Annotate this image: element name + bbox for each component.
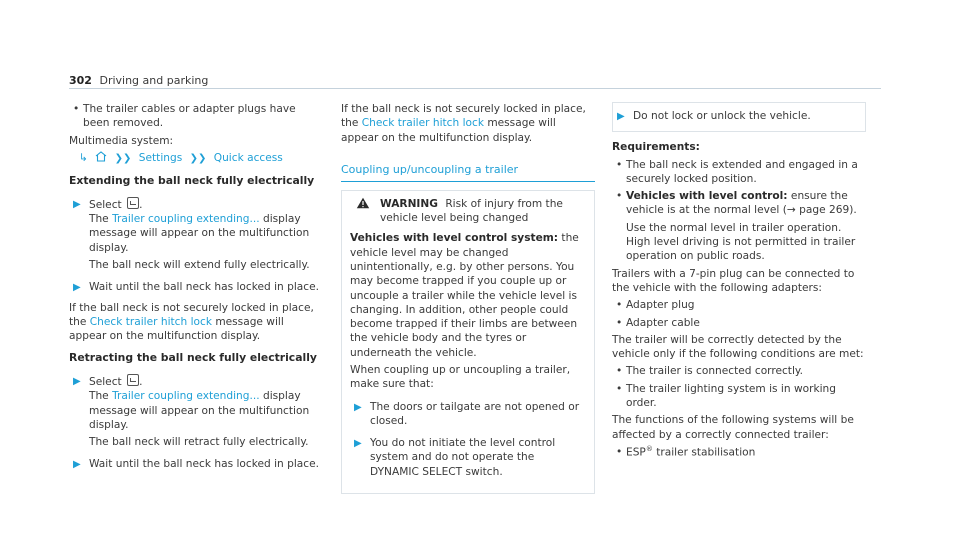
page-reference[interactable]: page 269 <box>799 204 850 217</box>
retract-heading: Retracting the ball neck fully electrically <box>69 351 317 365</box>
functions-text: The functions of the following systems will be affected by a correctly connected trailer: <box>612 414 854 441</box>
step-text: Select <box>89 198 122 211</box>
step-text: Wait until the ball neck has locked in place. <box>89 281 319 294</box>
page-ref-arrow-icon: → <box>786 204 796 217</box>
step-arrow-icon: ▶ <box>73 198 81 210</box>
trailer-hitch-icon <box>127 197 139 209</box>
when-coupling-text: When coupling up or uncoupling a trailer, make sure that: <box>350 364 571 391</box>
note-text: message will appear on the multifunction display. <box>341 117 556 144</box>
requirement-2 <box>612 189 866 263</box>
step-text: The <box>89 390 109 403</box>
step-arrow-icon: ▶ <box>73 375 81 387</box>
retract-step-2 <box>69 457 323 471</box>
step-arrow-icon: ▶ <box>73 459 81 471</box>
step-arrow-icon: ▶ <box>617 111 625 122</box>
requirement-1: • The ball neck is extended and engaged in a securely locked position. <box>612 158 866 187</box>
condition-item: • The trailer is connected correctly. <box>612 364 866 378</box>
note-text: message will appear on the multifunction display. <box>69 315 284 343</box>
check-step-1 <box>350 400 584 429</box>
registered-mark: ® <box>645 444 653 453</box>
requirement-2-label: Vehicles with level control: <box>626 190 788 203</box>
trailer-hitch-icon <box>127 374 139 386</box>
note-text: If the ball neck is not securely locked in place, the <box>69 301 314 328</box>
step-result: The ball neck will retract fully electrically. <box>89 436 309 449</box>
step-arrow-icon: ▶ <box>73 282 81 294</box>
warning-label: WARNING <box>380 197 438 210</box>
affected-system-item <box>612 445 866 460</box>
menu-path <box>69 151 323 166</box>
step-text: Select <box>89 375 122 388</box>
step-text: You do not initiate the level control system and do not operate the DYNAMIC SELECT switch. <box>370 437 556 478</box>
warning-header <box>350 197 584 226</box>
step-text: Do not lock or unlock the vehicle. <box>633 110 811 122</box>
trailers-text: Trailers with a 7-pin plug can be connected to the vehicle with the following adapters: <box>612 267 855 294</box>
level-control-warning <box>350 231 584 360</box>
level-control-label: Vehicles with level control system: <box>350 232 559 245</box>
retract-step-1: ▶ Select . The Trailer coupling extending... display message will appear on the multifunction display. The ball neck will retract fully electrically. <box>69 374 323 449</box>
requirements-label: Requirements: <box>612 141 700 154</box>
column-3 <box>612 102 866 463</box>
adapter-item: • Adapter plug <box>612 298 866 312</box>
condition-item: • The trailer lighting system is in working order. <box>612 382 866 411</box>
display-message-link: Trailer coupling extending... <box>112 213 260 226</box>
warning-triangle-icon <box>356 197 370 213</box>
warning-box <box>341 190 595 494</box>
menu-quick-access-link[interactable]: Quick access <box>213 151 283 164</box>
check-step-3 <box>613 109 855 123</box>
step-text: display message will appear on the multifunction display. <box>89 213 310 254</box>
column-2 <box>341 102 595 494</box>
step-text: The doors or tailgate are not opened or closed. <box>370 400 580 427</box>
check-step-2 <box>350 436 584 479</box>
detect-text: The trailer will be correctly detected by the vehicle only if the following conditions are met: <box>612 333 864 361</box>
adapter-item: • Adapter cable <box>612 316 866 330</box>
esp-label: ESP <box>626 446 646 459</box>
warning-text: Risk of injury from the vehicle level being changed <box>380 197 563 225</box>
step-text: The <box>89 213 109 226</box>
page-header <box>69 74 208 89</box>
step-arrow-icon: ▶ <box>354 438 362 450</box>
extend-step-1: ▶ Select . The Trailer coupling extending... display message will appear on the multifunction display. The ball neck will extend fully electrically. <box>69 197 323 272</box>
requirement-2-text: ). <box>849 204 857 217</box>
section-title: Coupling up/uncoupling a trailer <box>341 163 595 182</box>
step-arrow-icon: ▶ <box>354 401 362 413</box>
not-locked-note <box>69 301 323 344</box>
requirement-2-text: ensure the vehicle is at the normal level ( <box>626 190 848 217</box>
warning-box-continued <box>612 102 866 132</box>
intro-note <box>341 102 595 145</box>
check-hitch-message: Check trailer hitch lock <box>89 315 212 328</box>
step-text: Wait until the ball neck has locked in place. <box>89 458 319 471</box>
extend-step-2 <box>69 280 323 294</box>
esp-text: trailer stabilisation <box>656 446 756 459</box>
check-hitch-message: Check trailer hitch lock <box>361 117 484 130</box>
chapter-title: Driving and parking <box>99 74 209 87</box>
home-icon[interactable] <box>95 151 107 166</box>
note-text: If the ball neck is not securely locked in place, the <box>341 103 586 130</box>
multimedia-label: Multimedia system: <box>69 134 174 147</box>
menu-settings-link[interactable]: Settings <box>138 151 183 164</box>
level-control-text: the vehicle level may be changed unintentionally, e.g. by other persons. You may become trapped if you couple up or uncouple a trailer while the vehicle level is changing. In addition, other people could become trapped if their limbs are between the vehicle body and the tyres or underneath the vehicle. <box>350 232 579 359</box>
bullet-cables-removed: • The trailer cables or adapter plugs have been removed. <box>69 102 323 131</box>
chevron-right-icon: ❯❯ <box>114 152 132 164</box>
step-result: The ball neck will extend fully electrically. <box>89 258 310 271</box>
extend-heading: Extending the ball neck fully electrically <box>69 174 315 188</box>
page-number: 302 <box>69 74 92 87</box>
chevron-right-icon: ❯❯ <box>189 152 207 164</box>
return-arrow-icon: ↳ <box>79 151 88 164</box>
display-message-link: Trailer coupling extending... <box>112 390 260 403</box>
requirement-2-note: Use the normal level in trailer operation. High level driving is not permitted in trailer operation on public roads. <box>626 221 856 263</box>
header-divider <box>69 88 881 89</box>
step-text: display message will appear on the multifunction display. <box>89 390 310 431</box>
column-1 <box>69 102 323 478</box>
